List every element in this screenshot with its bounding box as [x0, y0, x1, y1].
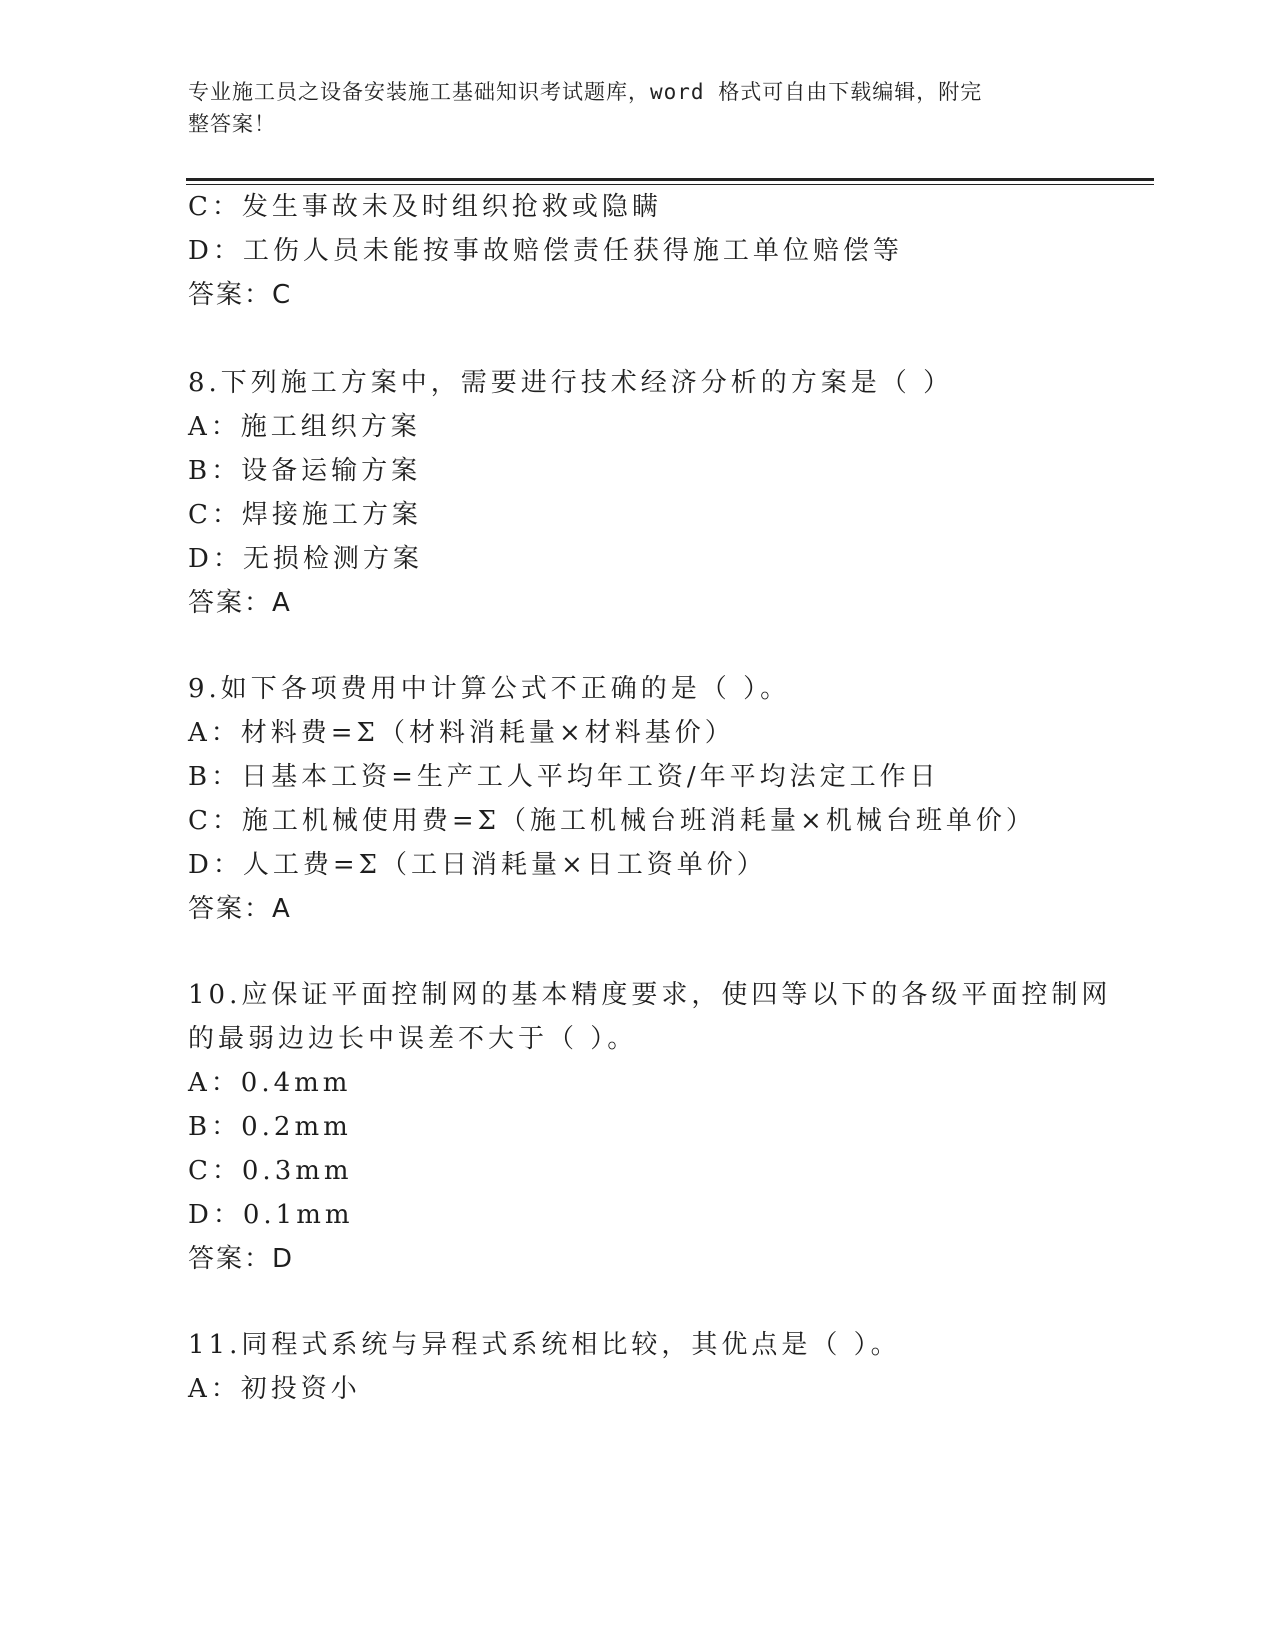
q10-stem-line-2: 的最弱边边长中误差不大于（ ）。 [188, 1024, 638, 1054]
header-rule-thin [186, 184, 1154, 185]
q10-option-a: A：0.4mm [188, 1068, 352, 1098]
q9-option-b: B：日基本工资=生产工人平均年工资/年平均法定工作日 [188, 762, 940, 792]
q10-option-b: B：0.2mm [188, 1112, 352, 1142]
q7-option-c: C：发生事故未及时组织抢救或隐瞒 [188, 192, 662, 222]
q8-option-b: B：设备运输方案 [188, 456, 422, 486]
q8-option-d: D：无损检测方案 [188, 544, 423, 574]
q11-stem: 11.同程式系统与异程式系统相比较，其优点是（ ）。 [188, 1330, 901, 1360]
q9-option-c: C：施工机械使用费=Σ（施工机械台班消耗量×机械台班单价） [188, 806, 1036, 836]
q9-stem: 9.如下各项费用中计算公式不正确的是（ ）。 [188, 674, 791, 704]
q10-answer: 答案：D [188, 1244, 295, 1274]
q7-option-d: D：工伤人员未能按事故赔偿责任获得施工单位赔偿等 [188, 236, 903, 266]
q10-option-d: D：0.1mm [188, 1200, 354, 1230]
q11-option-a: A：初投资小 [188, 1374, 361, 1404]
q10-option-c: C：0.3mm [188, 1156, 353, 1186]
q10-stem-line-1: 10.应保证平面控制网的基本精度要求，使四等以下的各级平面控制网 [188, 980, 1112, 1010]
header-line-2: 整答案！ [188, 112, 276, 136]
q8-answer: 答案：A [188, 588, 292, 618]
q8-option-a: A：施工组织方案 [188, 412, 421, 442]
document-header [188, 76, 1068, 140]
header-rule-thick [186, 178, 1154, 181]
q8-option-c: C：焊接施工方案 [188, 500, 422, 530]
q9-answer: 答案：A [188, 894, 292, 924]
q7-answer: 答案：C [188, 280, 293, 310]
q9-option-d: D：人工费=Σ（工日消耗量×日工资单价） [188, 850, 767, 880]
header-line-1: 专业施工员之设备安装施工基础知识考试题库，word 格式可自由下载编辑，附完 [188, 80, 983, 104]
q8-stem: 8.下列施工方案中，需要进行技术经济分析的方案是（ ） [188, 368, 954, 398]
q9-option-a: A：材料费=Σ（材料消耗量×材料基价） [188, 718, 735, 748]
